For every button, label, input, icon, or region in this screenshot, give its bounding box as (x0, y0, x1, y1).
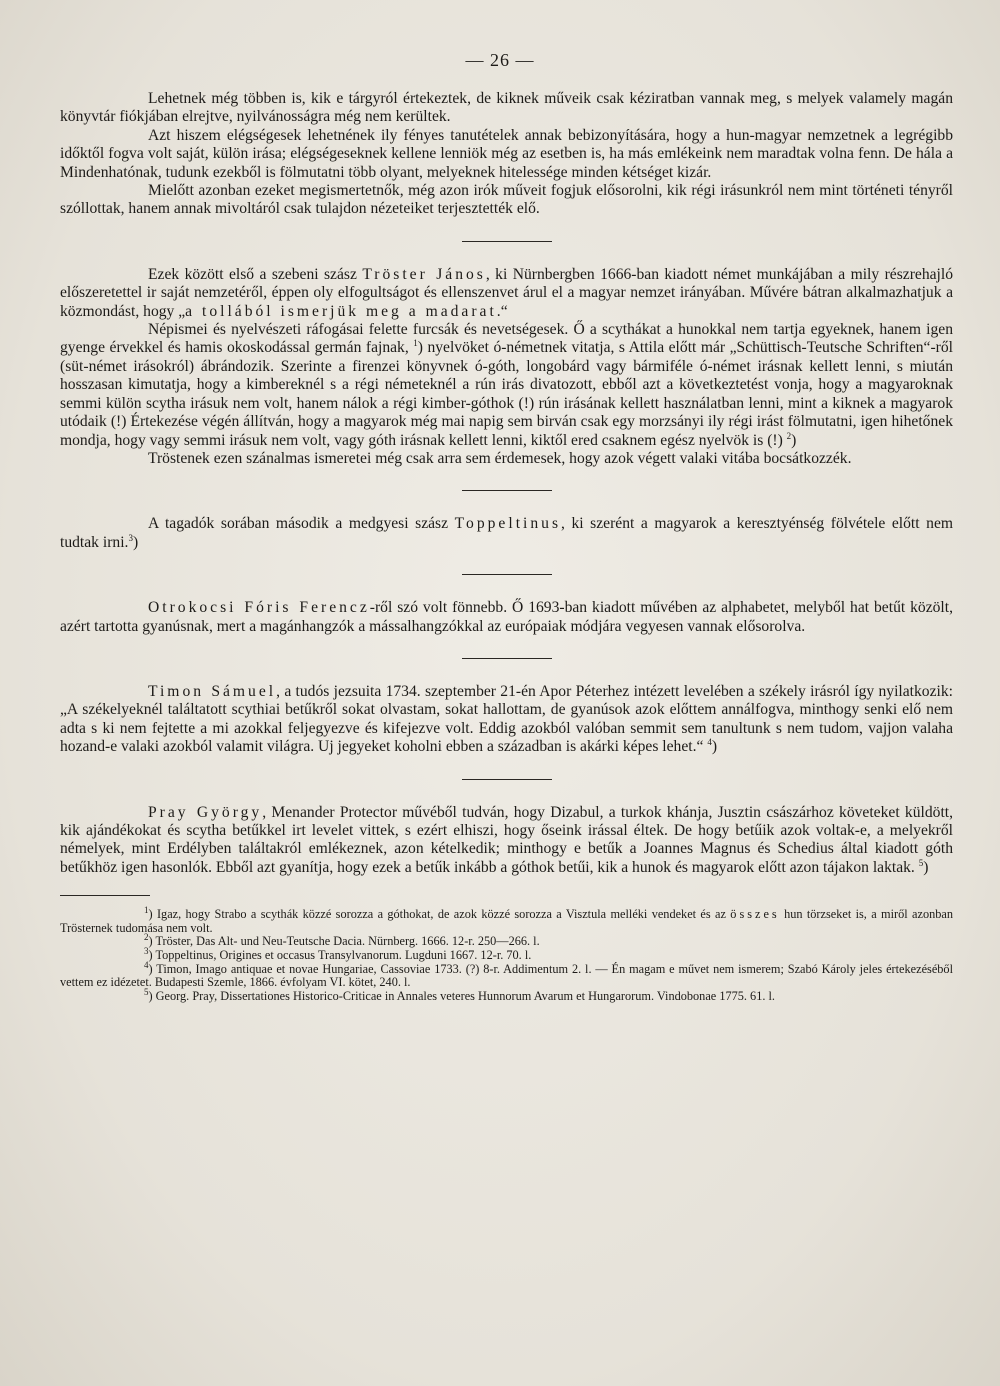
section-divider (462, 241, 552, 242)
footnote-ref: 1 (413, 338, 418, 349)
footnote-1: $^1$) Igaz, hogy Strabo a scythák közzé sorozza a góthokat, de azok közzé sorozza a Visztula melléki vendeket és az összes hun törzseket is, a miről azonban Trösternek tudomása nem volt. (60, 905, 953, 935)
section-divider (462, 574, 552, 575)
paragraph-otrokocsi: Otrokocsi Fóris Ferencz-ről szó volt fönnebb. Ő 1693-ban kiadott művében az alphabetet, melyből hat betűt közölt, azért tartotta gyanúsnak, mert a magánhangzók a mássalhangzókkal az európaiak módjára vegyesen vannak elősorolva. (60, 599, 953, 635)
footnote-ref: 3 (128, 532, 133, 543)
section-divider (462, 658, 552, 659)
paragraph-toppeltinus: A tagadók sorában második a medgyesi szász Toppeltinus, ki szerént a magyarok a keresztyénség fölvétele előtt nem tudtak irni.$^3$) (60, 515, 954, 551)
footnote-2: $^2$) Tröster, Das Alt- und Neu-Teutsche Dacia. Nürnberg. 1666. 12-r. 250—266. l. (144, 932, 540, 949)
section-divider (462, 490, 552, 491)
paragraph-timon: Timon Sámuel, a tudós jezsuita 1734. szeptember 21-én Apor Péterhez intézett levelében a székely irásról így nyilatkozik: „A székelyeknél találtatott scythiai betűkről sokat olvastam, sokat hallottam, de gyanúsok azok előttem annálfogva, minthogy senki elő nem adta s ki nem fejtette a mi azokkal feljegyezve és kifejezve volt. Eddig azokból valóban semmit sem tanultunk s nem tudom, vajjon valaha hozand-e valaki azokból valamit világra. Uj jegyeket koholni ebben a században is akárki képes lehet.“ $^4$) (60, 682, 953, 756)
author-name: Timon Sámuel (148, 682, 277, 700)
proverb-quote: a tollából ismerjük meg a madarat (185, 302, 497, 320)
footnote-3: $^3$) Toppeltinus, Origines et occasus Transylvanorum. Lugduni 1667. 12-r. 70. l. (144, 945, 532, 962)
author-name: Toppeltinus (454, 515, 562, 533)
author-name: Otrokocsi Fóris Ferencz (148, 599, 370, 617)
paragraph-troster-3: Tröstenek ezen szánalmas ismeretei még csak arra sem érdemesek, hogy azok végett valaki vitába bocsátkozzék. (148, 449, 852, 467)
footnote-5: $^5$) Georg. Pray, Dissertationes Historico-Criticae in Annales veteres Hunnorum Avarum et Hungarorum. Vindobonae 1775. 61. l. (144, 986, 775, 1003)
author-name: Pray György (148, 803, 263, 821)
footnote-ref: 4 (707, 736, 712, 747)
paragraph-troster-2: Népismei és nyelvészeti ráfogásai felette furcsák és nevetségesek. Ő a scythákat a hunokkal nem tartja egyeknek, hanem igen gyenge érvekkel és hamis okoskodással germán fajnak, $^1$) nyelvöket ó-németnek vitatja, s Attila előtt már „Schüttisch-Teutsche Schriften“-ről (süt-német irásokról) ábrándozik. Szerinte a firenzei könyvnek ó-góth, longobárd vagy bármiféle ó-német irásnak kellett lenni, s miután hosszasan kimutatja, hogy a kimbereknél s a régi németeknél a rún irás divatozott, ebből azt a következtetést vonja, hogy a magyaroknak semmi külön scytha irásuk nem volt, hanem nálok a régi kimber-góthok (!) rún irásának kellett használatban lenni, mint a kiknek a magyarok utódaik (!) Értekezése végén állítván, hogy a magyarok még mai napig sem birván csak egy morzsányi ily régi irást fölmutatni, igen hihetőnek mondja, hogy vagy semmi irásuk nem volt, vagy góth irásnak kellett lenni, kiktől ered csaknem egész nyelvök is (!) $^2$) (60, 321, 953, 449)
page-body (60, 90, 953, 1003)
footnote-ref: 5 (918, 857, 924, 868)
footnote-ref: 2 (786, 430, 792, 441)
footnotes (60, 905, 953, 1003)
paragraph: Lehetnek még többen is, kik e tárgyról értekeztek, de kiknek műveik csak kéziratban vannak meg, s melyek valamely magán könyvtár fiókjában elrejtve, nyilvánosságra még nem kerültek. (60, 90, 953, 126)
paragraph: Azt hiszem elégségesek lehetnének ily fényes tanutételek annak bebizonyítására, hogy a hun-magyar nemzetnek a legrégibb időktől fogva volt saját, külön irása; elégségeseknek kellene lenniök még az esetben is, ha más emlékeink nem maradtak volna fenn. De hála a Mindenhatónak, tudunk ezekből is fölmutatni több olyant, melyeknek hitelessége minden kétséget kizár. (60, 126, 953, 181)
paragraph: Mielőtt azonban ezeket megismertetnők, még azon irók műveit fogjuk elősorolni, kik régi irásunkról nem mint történeti tényről szóllottak, hanem annak mivoltáról csak tulajdon nézeteiket terjesztették elő. (60, 182, 953, 218)
page-number: — 26 — (465, 50, 535, 70)
paragraph-pray: Pray György, Menander Protector művéből tudván, hogy Dizabul, a turkok khánja, Jusztin császárhoz követeket küldött, kik ajándékokat és scytha betűkkel irt levelet vittek, s ezért elhiszi, hogy őseink irással éltek. De hogy betűik azok voltak-e, a melyekről némelyek, mint Erdélyben találtakról emlékeznek, azon kételkedik; minthogy e betűk a Joannes Magnus és Schedius által kiadott góth betűkhöz igen hasonlók. Ebből azt gyanítja, hogy ezek a betűk inkább a góthok betűi, kik a hunok és magyarok előtt azon tájakon laktak. $^5$) (60, 803, 954, 876)
footnote-4: $^4$) Timon, Imago antiquae et novae Hungariae, Cassoviae 1733. (?) 8-r. Addimentum 2. l. — Én magam e művet nem ismerem; Szabó Károly jeles értekezéséből vettem ez idézetet. Budapesti Szemle, 1866. évfolyam VI. kötet, 240. l. (60, 959, 953, 990)
author-name: Tröster János (362, 265, 486, 283)
paragraph-troster: Ezek között első a szebeni szász Tröster János, ki Nürnbergben 1666-ban kiadott német munkájában a mily részrehajló előszeretettel ir saját nemzetéről, éppen oly elfogultságot és ellenszenvet árul el a magyar nemzet irányában. Művére bátran alkalmazhatjuk a közmondást, hogy „a tollából ismerjük meg a madarat.“ (60, 265, 953, 320)
section-divider (462, 779, 552, 780)
footnote-divider (60, 895, 150, 896)
